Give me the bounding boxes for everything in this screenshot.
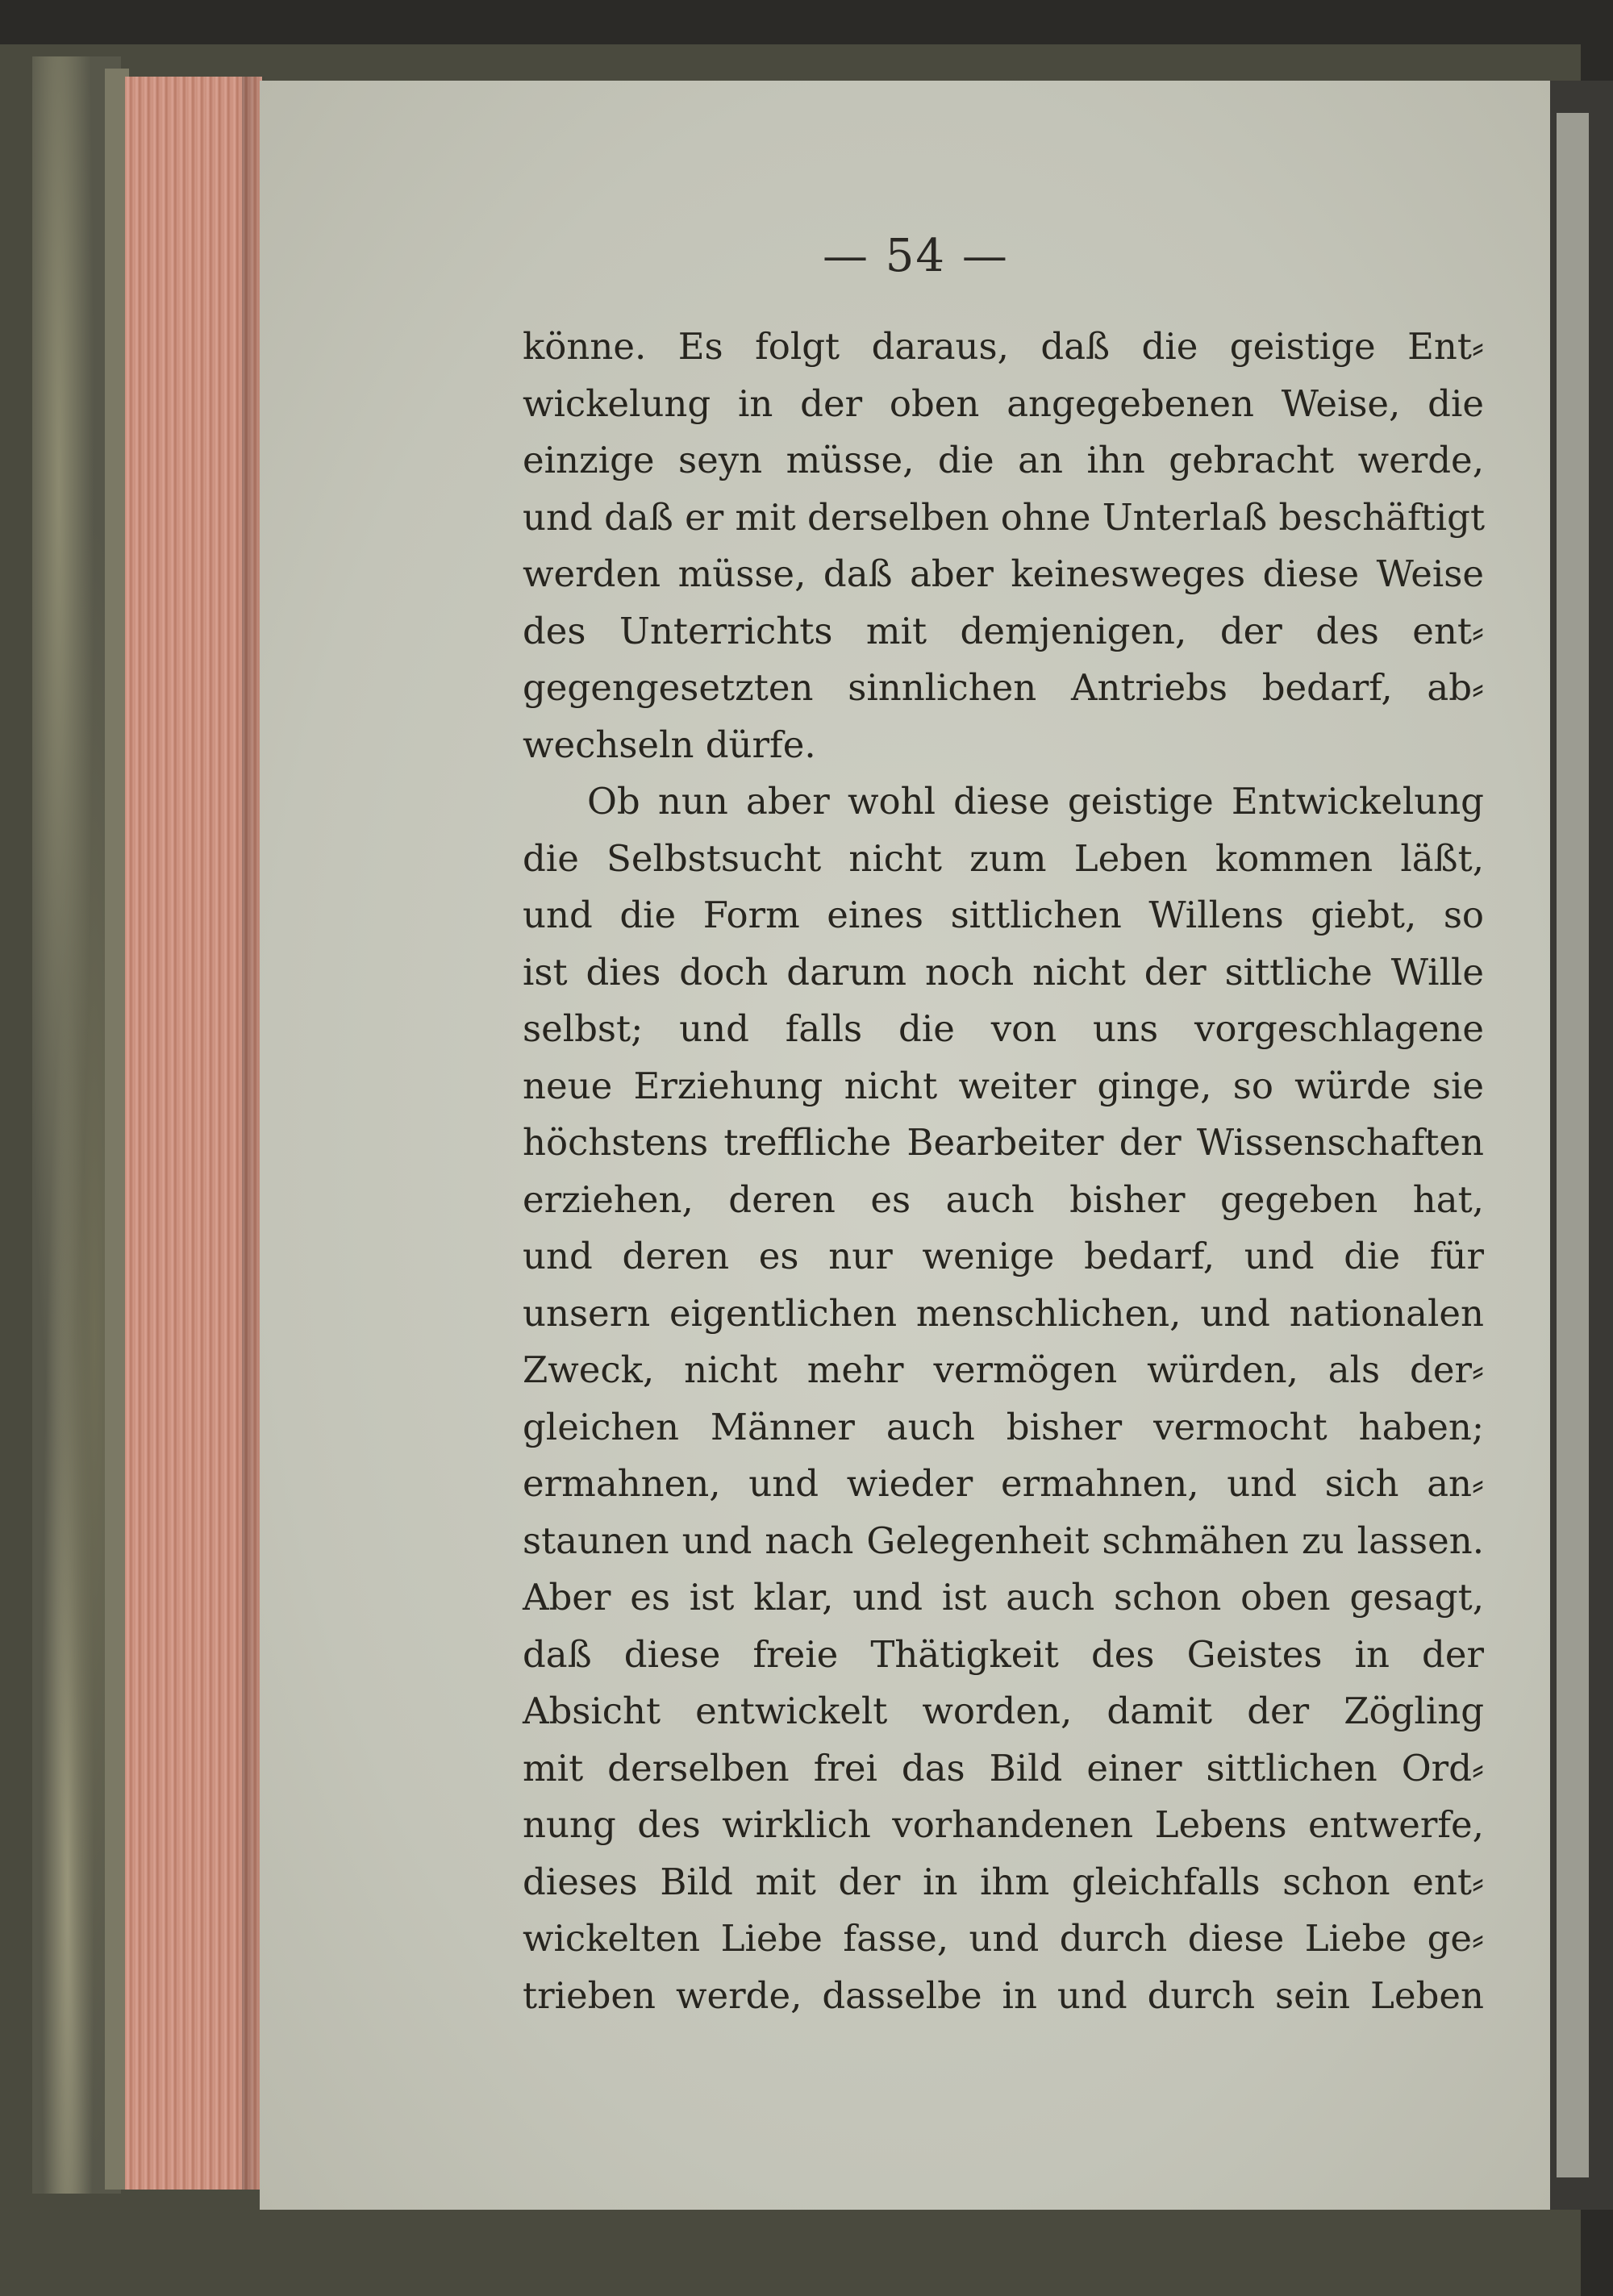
text-line: die Selbstsucht nicht zum Leben kommen läßt, xyxy=(523,836,1484,880)
text-line: könne. Es folgt daraus, daß die geistige Ent⸗ xyxy=(523,325,1484,368)
text-line: trieben werde, dasselbe in und durch sein Leben xyxy=(523,1973,1484,2017)
text-line: erziehen, deren es auch bisher gegeben hat, xyxy=(523,1177,1484,1221)
text-line: einzige seyn müsse, die an ihn gebracht werde, xyxy=(523,439,1484,481)
text-line: Zweck, nicht mehr vermögen würden, als der⸗ xyxy=(523,1348,1484,1391)
text-line: des Unterrichts mit demjenigen, der des ent⸗ xyxy=(523,609,1484,652)
text-line: wickelung in der oben angegebenen Weise, die xyxy=(523,381,1484,425)
text-line: dieses Bild mit der in ihm gleichfalls schon ent⸗ xyxy=(523,1860,1484,1903)
text-line: Absicht entwickelt worden, damit der Zögling xyxy=(523,1690,1484,1732)
text-line: und deren es nur wenige bedarf, und die für xyxy=(523,1235,1484,1277)
text-line: und daß er mit derselben ohne Unterlaß beschäftigt xyxy=(523,495,1486,539)
facing-page-edge xyxy=(1557,113,1589,2177)
text-line: wechseln dürfe. xyxy=(523,723,816,766)
text-line: höchstens treffliche Bearbeiter der Wissenschaften xyxy=(523,1121,1484,1164)
text-line: wickelten Liebe fasse, und durch diese Liebe ge⸗ xyxy=(523,1917,1484,1960)
text-line: ermahnen, und wieder ermahnen, und sich an⸗ xyxy=(523,1462,1484,1505)
text-line: Aber es ist klar, und ist auch schon oben gesagt, xyxy=(523,1576,1484,1619)
body-text xyxy=(523,319,1484,2024)
text-line: neue Erziehung nicht weiter ginge, so würde sie xyxy=(523,1064,1484,1107)
page-number-header: — 54 — xyxy=(823,230,1009,282)
paragraph-start-line: Ob nun aber wohl diese geistige Entwickelung xyxy=(587,780,1484,823)
text-line: gleichen Männer auch bisher vermocht haben; xyxy=(523,1405,1484,1448)
text-line: daß diese freie Thätigkeit des Geistes in der xyxy=(523,1632,1484,1676)
text-line: und die Form eines sittlichen Willens giebt, so xyxy=(523,894,1484,936)
text-line: ist dies doch darum noch nicht der sittliche Wille xyxy=(523,950,1484,994)
text-line: werden müsse, daß aber keinesweges diese Weise xyxy=(523,552,1484,595)
text-line: nung des wirklich vorhandenen Lebens entwerfe, xyxy=(523,1803,1484,1846)
text-line: staunen und nach Gelegenheit schmähen zu lassen. xyxy=(523,1519,1484,1562)
text-line: mit derselben frei das Bild einer sittlichen Ord⸗ xyxy=(523,1746,1484,1790)
text-line: unsern eigentlichen menschlichen, und nationalen xyxy=(523,1291,1484,1335)
text-line: selbst; und falls die von uns vorgeschlagene xyxy=(523,1007,1484,1050)
text-line: gegengesetzten sinnlichen Antriebs bedarf, ab⸗ xyxy=(523,666,1484,709)
